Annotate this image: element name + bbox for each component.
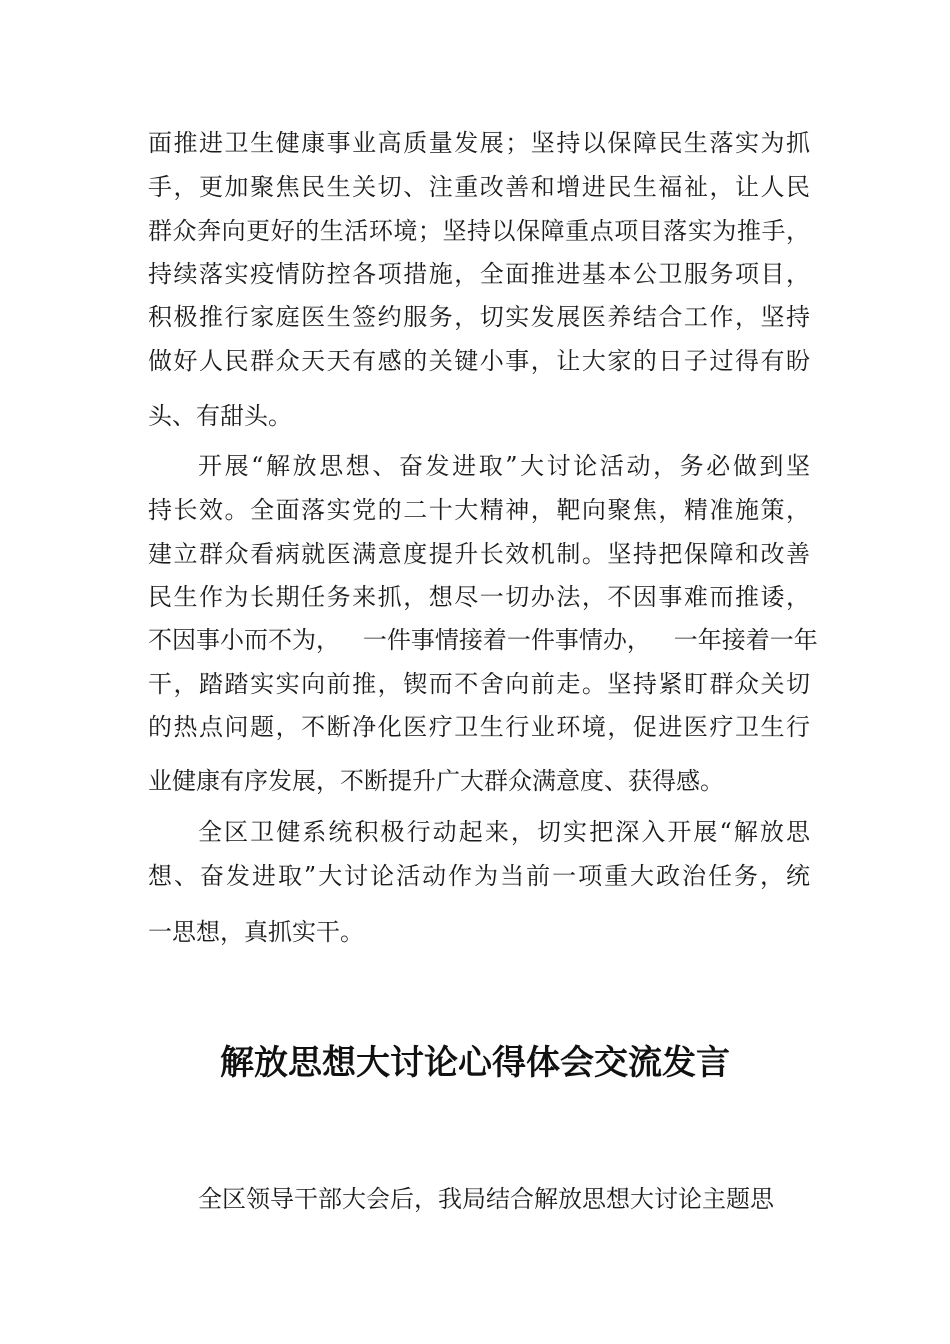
paragraph-2-line-8: 业健康有序发展，不断提升广大群众满意度、获得感。 — [148, 767, 724, 795]
paragraph-3-line-3: 一思想，真抓实干。 — [148, 918, 364, 946]
paragraph-1-line-2: 手，更加聚焦民生关切、注重改善和增进民生福祉，让人民 — [148, 173, 810, 201]
paragraph-2-line-6: 干，踏踏实实向前推，锲而不舍向前走。坚持紧盯群众关切 — [148, 670, 810, 698]
paragraph-1-line-6: 做好人民群众天天有感的关键小事，让大家的日子过得有盼 — [148, 347, 810, 375]
paragraph-1-line-7: 头、有甜头。 — [148, 402, 292, 430]
paragraph-1-line-3: 群众奔向更好的生活环境；坚持以保障重点项目落实为推手， — [148, 217, 810, 245]
paragraph-3-line-2: 想、奋发进取”大讨论活动作为当前一项重大政治任务，统 — [148, 862, 810, 890]
paragraph-2-line-5: 不因事小而不为， 一件事情接着一件事情办， 一年接着一年 — [148, 626, 818, 654]
paragraph-1-line-1: 面推进卫生健康事业高质量发展；坚持以保障民生落实为抓 — [148, 129, 810, 157]
section-heading: 解放思想大讨论心得体会交流发言 — [220, 1043, 730, 1083]
paragraph-4-line-1: 全区领导干部大会后，我局结合解放思想大讨论主题思 — [198, 1185, 774, 1213]
paragraph-3-line-1: 全区卫健系统积极行动起来，切实把深入开展“解放思 — [198, 818, 810, 846]
paragraph-1-line-4: 持续落实疫情防控各项措施，全面推进基本公卫服务项目， — [148, 260, 810, 288]
paragraph-2-line-7: 的热点问题，不断净化医疗卫生行业环境，促进医疗卫生行 — [148, 713, 810, 741]
paragraph-2-line-2: 持长效。全面落实党的二十大精神，靶向聚焦，精准施策， — [148, 496, 810, 524]
paragraph-2-line-4: 民生作为长期任务来抓，想尽一切办法，不因事难而推诿， — [148, 583, 810, 611]
paragraph-2-line-1: 开展“解放思想、奋发进取”大讨论活动，务必做到坚 — [198, 452, 810, 480]
paragraph-2-line-3: 建立群众看病就医满意度提升长效机制。坚持把保障和改善 — [148, 540, 810, 568]
paragraph-1-line-5: 积极推行家庭医生签约服务，切实发展医养结合工作，坚持 — [148, 303, 810, 331]
